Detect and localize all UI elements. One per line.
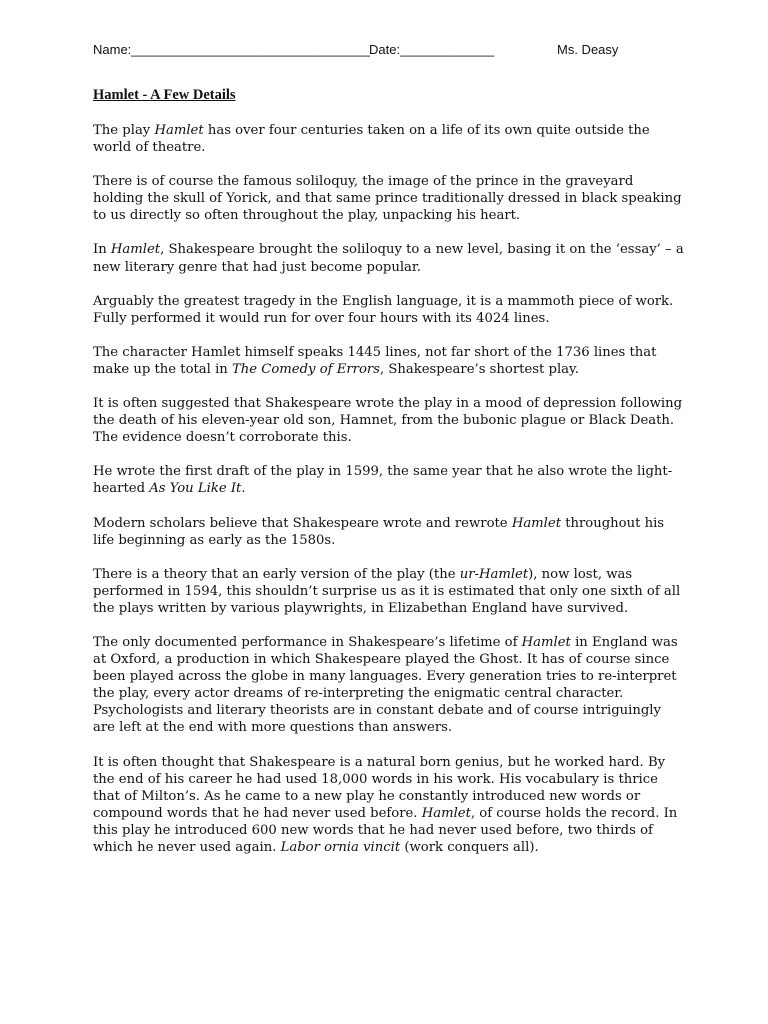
paragraph-text: , of course holds the record. In this play he introduced 600 new words that he had never used before, two thirds of which he never used again.: [93, 805, 678, 855]
paragraph-text: The character Hamlet himself speaks 1445 lines, not far short of the 1736 lines that make up the total in: [93, 344, 657, 377]
paragraph-text: Modern scholars believe that Shakespeare wrote and rewrote: [93, 515, 512, 531]
paragraph-text: , Shakespeare brought the soliloquy to a new level, basing it on the ‘essay’ – a new literary genre that had just become popular.: [93, 242, 684, 275]
paragraph-9: [93, 566, 685, 617]
work-title-italic: Hamlet: [511, 515, 562, 531]
teacher-name: Ms. Deasy: [557, 42, 619, 57]
work-title-italic: The Comedy of Errors: [231, 361, 380, 377]
paragraph-text: , Shakespeare’s shortest play.: [379, 361, 579, 377]
document-title: Hamlet - A Few Details: [93, 87, 236, 103]
latin-phrase-italic: Labor ornia vincit: [280, 840, 401, 855]
work-title-italic: Hamlet: [421, 805, 471, 821]
paragraph-4: Arguably the greatest tragedy in the English language, it is a mammoth piece of work. Fully performed it would run for over four hours with its 4024 lines.: [93, 293, 674, 326]
work-title-italic: Hamlet: [521, 634, 571, 650]
work-title-italic: As You Like It: [149, 481, 242, 497]
paragraph-7: [93, 463, 685, 497]
paragraph-text: has over four centuries taken on a life of its own quite outside the world of theatre.: [93, 123, 650, 156]
paragraph-text: in England was at Oxford, a production in which Shakespeare played the Ghost. It has of course since been played across the globe in many languages. Every generation tries to re-interpret the play, every actor dreams of re-interpreting the enigmatic central character. Psychologists and literary theorists are in constant debate and of course intriguingly are left at the end with more questions than answers.: [93, 634, 678, 736]
paragraph-text: .: [241, 481, 246, 497]
paragraph-1: [93, 122, 685, 156]
paragraph-text: In: [93, 242, 111, 258]
paragraph-text: It is often thought that Shakespeare is a natural born genius, but he worked hard. By the end of his career he had used 18,000 words in his work. His vocabulary is thrice that of Milton’s. As he came to a new play he constantly introduced new words or compound words that he had never used before.: [93, 754, 666, 821]
paragraph-text: The play: [93, 123, 155, 138]
work-title-italic: Hamlet: [154, 123, 204, 138]
name-field[interactable]: Name:_________________________________: [93, 42, 370, 57]
document-body: [93, 122, 685, 873]
paragraph-text: (work conquers all).: [400, 840, 539, 855]
paragraph-text: He wrote the first draft of the play in 1599, the same year that he also wrote the light-hearted: [93, 464, 673, 497]
paragraph-3: [93, 241, 685, 275]
paragraph-text: There is a theory that an early version of the play (the: [93, 566, 460, 582]
paragraph-5: [93, 344, 685, 378]
work-title-italic: ur-Hamlet: [459, 566, 529, 582]
paragraph-11: [93, 754, 685, 857]
paragraph-10: [93, 634, 685, 737]
paragraph-text: ), now lost, was performed in 1594, this shouldn’t surprise us as it is estimated that only one sixth of all the plays written by various playwrights, in Elizabethan England have survived.: [93, 566, 681, 616]
paragraph-8: [93, 515, 685, 549]
date-field[interactable]: Date:_____________: [369, 42, 495, 57]
paragraph-2: There is of course the famous soliloquy, the image of the prince in the graveyard holding the skull of Yorick, and that same prince traditionally dressed in black speaking to us directly so often throughout the play, unpacking his heart.: [93, 174, 682, 224]
work-title-italic: Hamlet: [110, 242, 161, 258]
paragraph-6: It is often suggested that Shakespeare wrote the play in a mood of depression following the death of his eleven-year old son, Hamnet, from the bubonic plague or Black Death. The evidence doesn’t corroborate this.: [93, 396, 683, 446]
header-row: [93, 42, 693, 60]
paragraph-text: throughout his life beginning as early as the 1580s.: [93, 515, 665, 548]
paragraph-text: The only documented performance in Shakespeare’s lifetime of: [93, 634, 522, 650]
